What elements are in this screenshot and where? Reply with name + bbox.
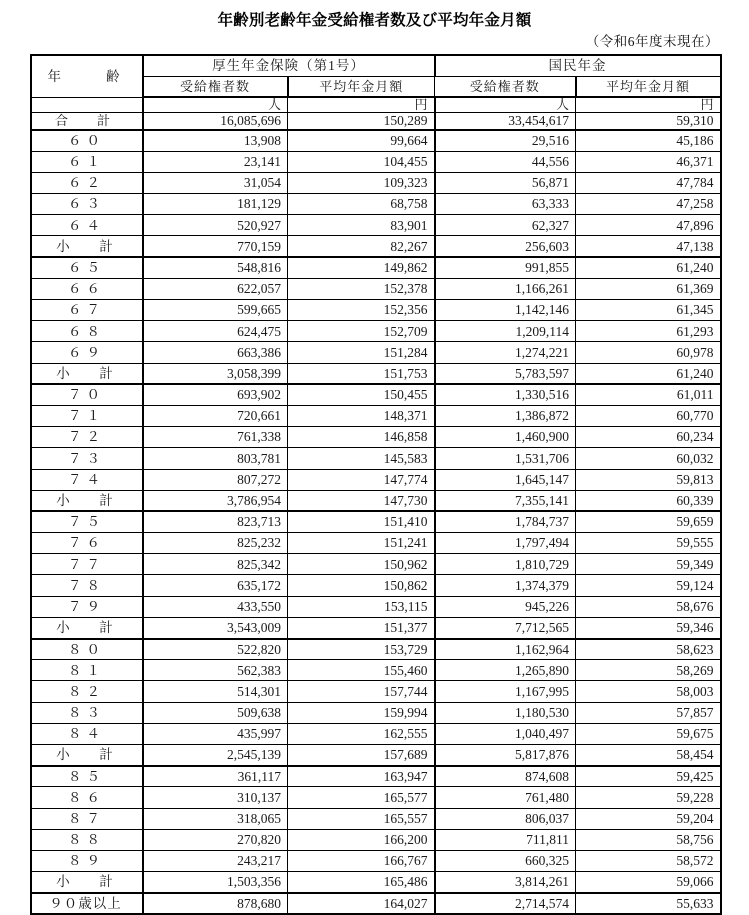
table-row <box>31 511 721 532</box>
cell-ep-avg-monthly: 153,115 <box>288 596 435 617</box>
cell-np-recipients: 63,333 <box>435 194 576 215</box>
cell-np-recipients: 1,142,146 <box>435 300 576 321</box>
cell-np-avg-monthly: 59,204 <box>576 808 721 829</box>
cell-np-avg-monthly: 61,240 <box>576 257 721 278</box>
cell-ep-avg-monthly: 163,947 <box>288 766 435 787</box>
table-row <box>31 829 721 850</box>
row-label-subtotal: 小 計 <box>31 744 143 765</box>
table-row <box>31 384 721 405</box>
column-header-age: 年 齢 <box>31 55 143 97</box>
cell-ep-avg-monthly: 104,455 <box>288 151 435 172</box>
cell-ep-avg-monthly: 150,862 <box>288 575 435 596</box>
cell-ep-recipients: 803,781 <box>143 448 288 469</box>
cell-ep-avg-monthly: 164,027 <box>288 893 435 914</box>
cell-ep-avg-monthly: 165,577 <box>288 787 435 808</box>
unit-ep-recipients: 人 <box>143 97 288 112</box>
as-of-note-container <box>0 30 749 54</box>
table-row <box>31 766 721 787</box>
cell-ep-recipients: 693,902 <box>143 384 288 405</box>
table-row <box>31 448 721 469</box>
row-label-age: ７１ <box>31 405 143 426</box>
cell-np-avg-monthly: 58,572 <box>576 850 721 871</box>
total-ep-recipients: 16,085,696 <box>143 112 288 130</box>
cell-np-avg-monthly: 59,124 <box>576 575 721 596</box>
cell-ep-recipients: 509,638 <box>143 702 288 723</box>
cell-np-avg-monthly: 59,675 <box>576 723 721 744</box>
table-row <box>31 342 721 363</box>
page-title: 年齢別老齢年金受給権者数及び平均年金月額 <box>217 11 532 29</box>
cell-np-recipients: 874,608 <box>435 766 576 787</box>
row-label-90-and-over: ９０歳以上 <box>31 893 143 914</box>
cell-ep-avg-monthly: 153,729 <box>288 639 435 660</box>
row-label-age: ８９ <box>31 850 143 871</box>
row-label-age: ６４ <box>31 215 143 236</box>
table-row <box>31 596 721 617</box>
cell-ep-recipients: 31,054 <box>143 172 288 193</box>
row-label-age: ７６ <box>31 533 143 554</box>
row-label-age: ８８ <box>31 829 143 850</box>
cell-ep-avg-monthly: 155,460 <box>288 660 435 681</box>
cell-np-recipients: 1,386,872 <box>435 405 576 426</box>
row-label-age: ６１ <box>31 151 143 172</box>
cell-np-recipients: 1,810,729 <box>435 554 576 575</box>
table-row <box>31 469 721 490</box>
cell-ep-recipients: 823,713 <box>143 511 288 532</box>
cell-np-avg-monthly: 61,293 <box>576 321 721 342</box>
total-np-avg-monthly: 59,310 <box>576 112 721 130</box>
pension-statistics-table <box>30 54 722 915</box>
cell-ep-avg-monthly: 162,555 <box>288 723 435 744</box>
cell-ep-avg-monthly: 146,858 <box>288 427 435 448</box>
table-row <box>31 278 721 299</box>
table-row <box>31 427 721 448</box>
table-row <box>31 808 721 829</box>
cell-ep-recipients: 878,680 <box>143 893 288 914</box>
subtotal-ep-recipients: 3,543,009 <box>143 617 288 638</box>
row-label-age: ８５ <box>31 766 143 787</box>
column-header-np-recipients: 受給権者数 <box>435 76 576 97</box>
row-label-age: ７７ <box>31 554 143 575</box>
table-row-subtotal <box>31 617 721 638</box>
subtotal-np-recipients: 7,712,565 <box>435 617 576 638</box>
cell-np-recipients: 806,037 <box>435 808 576 829</box>
cell-np-avg-monthly: 59,659 <box>576 511 721 532</box>
table-row-subtotal <box>31 363 721 384</box>
column-header-ep-avg-monthly: 平均年金月額 <box>288 76 435 97</box>
row-label-age: ６０ <box>31 130 143 151</box>
table-row <box>31 660 721 681</box>
subtotal-ep-recipients: 2,545,139 <box>143 744 288 765</box>
cell-np-recipients: 1,166,261 <box>435 278 576 299</box>
cell-np-recipients: 44,556 <box>435 151 576 172</box>
cell-ep-recipients: 433,550 <box>143 596 288 617</box>
cell-ep-avg-monthly: 83,901 <box>288 215 435 236</box>
unit-np-recipients: 人 <box>435 97 576 112</box>
cell-np-recipients: 1,265,890 <box>435 660 576 681</box>
cell-ep-recipients: 562,383 <box>143 660 288 681</box>
cell-np-avg-monthly: 60,770 <box>576 405 721 426</box>
cell-np-recipients: 660,325 <box>435 850 576 871</box>
row-label-age: ８０ <box>31 639 143 660</box>
cell-np-recipients: 991,855 <box>435 257 576 278</box>
cell-ep-recipients: 435,997 <box>143 723 288 744</box>
cell-ep-recipients: 761,338 <box>143 427 288 448</box>
unit-ep-avg-monthly: 円 <box>288 97 435 112</box>
table-row <box>31 257 721 278</box>
subtotal-ep-avg-monthly: 165,486 <box>288 872 435 893</box>
cell-np-avg-monthly: 46,371 <box>576 151 721 172</box>
subtotal-np-avg-monthly: 60,339 <box>576 490 721 511</box>
cell-ep-recipients: 825,232 <box>143 533 288 554</box>
cell-ep-avg-monthly: 152,709 <box>288 321 435 342</box>
cell-np-recipients: 1,460,900 <box>435 427 576 448</box>
cell-np-recipients: 711,811 <box>435 829 576 850</box>
table-row <box>31 321 721 342</box>
row-label-age: ７９ <box>31 596 143 617</box>
cell-ep-recipients: 663,386 <box>143 342 288 363</box>
subtotal-np-avg-monthly: 59,346 <box>576 617 721 638</box>
cell-ep-recipients: 599,665 <box>143 300 288 321</box>
row-label-age: ６３ <box>31 194 143 215</box>
cell-ep-recipients: 520,927 <box>143 215 288 236</box>
cell-np-avg-monthly: 59,228 <box>576 787 721 808</box>
table-row-total <box>31 112 721 130</box>
subtotal-np-recipients: 5,783,597 <box>435 363 576 384</box>
cell-ep-avg-monthly: 99,664 <box>288 130 435 151</box>
cell-ep-avg-monthly: 151,284 <box>288 342 435 363</box>
unit-np-avg-monthly: 円 <box>576 97 721 112</box>
table-row <box>31 130 721 151</box>
table-row <box>31 639 721 660</box>
row-label-age: ６６ <box>31 278 143 299</box>
cell-np-avg-monthly: 60,032 <box>576 448 721 469</box>
table-row <box>31 300 721 321</box>
cell-ep-avg-monthly: 68,758 <box>288 194 435 215</box>
cell-np-recipients: 761,480 <box>435 787 576 808</box>
cell-np-recipients: 1,374,379 <box>435 575 576 596</box>
cell-np-avg-monthly: 57,857 <box>576 702 721 723</box>
statistics-table-container <box>30 54 720 915</box>
cell-ep-recipients: 825,342 <box>143 554 288 575</box>
table-row <box>31 533 721 554</box>
cell-ep-recipients: 361,117 <box>143 766 288 787</box>
subtotal-ep-recipients: 3,058,399 <box>143 363 288 384</box>
cell-np-avg-monthly: 47,258 <box>576 194 721 215</box>
row-label-total: 合 計 <box>31 112 143 130</box>
cell-np-avg-monthly: 55,633 <box>576 893 721 914</box>
subtotal-np-recipients: 5,817,876 <box>435 744 576 765</box>
cell-np-recipients: 1,645,147 <box>435 469 576 490</box>
row-label-age: ６２ <box>31 172 143 193</box>
cell-np-recipients: 1,330,516 <box>435 384 576 405</box>
table-row <box>31 681 721 702</box>
table-row <box>31 850 721 871</box>
cell-np-avg-monthly: 59,425 <box>576 766 721 787</box>
cell-np-recipients: 945,226 <box>435 596 576 617</box>
cell-ep-recipients: 622,057 <box>143 278 288 299</box>
cell-ep-avg-monthly: 165,557 <box>288 808 435 829</box>
table-row-subtotal <box>31 872 721 893</box>
cell-ep-avg-monthly: 157,744 <box>288 681 435 702</box>
cell-ep-recipients: 23,141 <box>143 151 288 172</box>
column-group-national-pension: 国民年金 <box>435 55 721 76</box>
subtotal-np-avg-monthly: 59,066 <box>576 872 721 893</box>
cell-np-recipients: 1,797,494 <box>435 533 576 554</box>
cell-ep-recipients: 270,820 <box>143 829 288 850</box>
cell-np-avg-monthly: 58,003 <box>576 681 721 702</box>
cell-ep-recipients: 522,820 <box>143 639 288 660</box>
cell-np-recipients: 1,180,530 <box>435 702 576 723</box>
cell-ep-recipients: 720,661 <box>143 405 288 426</box>
cell-ep-recipients: 548,816 <box>143 257 288 278</box>
row-label-age: ８１ <box>31 660 143 681</box>
cell-ep-avg-monthly: 151,410 <box>288 511 435 532</box>
subtotal-np-recipients: 7,355,141 <box>435 490 576 511</box>
row-label-age: ７４ <box>31 469 143 490</box>
cell-ep-avg-monthly: 149,862 <box>288 257 435 278</box>
cell-ep-recipients: 181,129 <box>143 194 288 215</box>
table-row <box>31 151 721 172</box>
table-row-subtotal <box>31 744 721 765</box>
cell-ep-recipients: 624,475 <box>143 321 288 342</box>
row-label-age: ７２ <box>31 427 143 448</box>
table-row <box>31 787 721 808</box>
cell-ep-recipients: 807,272 <box>143 469 288 490</box>
cell-np-avg-monthly: 59,349 <box>576 554 721 575</box>
row-label-age: ６７ <box>31 300 143 321</box>
subtotal-ep-recipients: 770,159 <box>143 236 288 257</box>
row-label-age: ７３ <box>31 448 143 469</box>
subtotal-np-recipients: 256,603 <box>435 236 576 257</box>
cell-ep-avg-monthly: 148,371 <box>288 405 435 426</box>
cell-np-avg-monthly: 60,234 <box>576 427 721 448</box>
table-row-90-and-over <box>31 893 721 914</box>
subtotal-np-avg-monthly: 47,138 <box>576 236 721 257</box>
row-label-age: ８３ <box>31 702 143 723</box>
subtotal-ep-avg-monthly: 151,377 <box>288 617 435 638</box>
cell-np-avg-monthly: 61,345 <box>576 300 721 321</box>
cell-ep-avg-monthly: 145,583 <box>288 448 435 469</box>
row-label-subtotal: 小 計 <box>31 490 143 511</box>
row-label-age: ７０ <box>31 384 143 405</box>
title-container <box>0 0 749 30</box>
column-header-np-avg-monthly: 平均年金月額 <box>576 76 721 97</box>
unit-row-age-blank <box>31 97 143 112</box>
cell-ep-avg-monthly: 152,356 <box>288 300 435 321</box>
cell-np-recipients: 1,784,737 <box>435 511 576 532</box>
cell-np-recipients: 1,162,964 <box>435 639 576 660</box>
table-row <box>31 405 721 426</box>
cell-np-recipients: 1,167,995 <box>435 681 576 702</box>
cell-ep-avg-monthly: 150,455 <box>288 384 435 405</box>
row-label-age: ８７ <box>31 808 143 829</box>
cell-np-avg-monthly: 47,784 <box>576 172 721 193</box>
cell-ep-recipients: 13,908 <box>143 130 288 151</box>
cell-ep-recipients: 310,137 <box>143 787 288 808</box>
cell-np-avg-monthly: 59,555 <box>576 533 721 554</box>
total-np-recipients: 33,454,617 <box>435 112 576 130</box>
cell-ep-recipients: 635,172 <box>143 575 288 596</box>
cell-np-recipients: 2,714,574 <box>435 893 576 914</box>
cell-ep-avg-monthly: 159,994 <box>288 702 435 723</box>
subtotal-ep-avg-monthly: 147,730 <box>288 490 435 511</box>
table-row <box>31 702 721 723</box>
cell-np-avg-monthly: 58,756 <box>576 829 721 850</box>
subtotal-np-avg-monthly: 61,240 <box>576 363 721 384</box>
as-of-date-note: （令和6年度末現在） <box>585 34 719 49</box>
cell-np-avg-monthly: 58,676 <box>576 596 721 617</box>
total-ep-avg-monthly: 150,289 <box>288 112 435 130</box>
cell-np-avg-monthly: 47,896 <box>576 215 721 236</box>
table-row <box>31 554 721 575</box>
subtotal-np-recipients: 3,814,261 <box>435 872 576 893</box>
cell-np-avg-monthly: 58,623 <box>576 639 721 660</box>
row-label-age: ７８ <box>31 575 143 596</box>
table-row <box>31 215 721 236</box>
table-row <box>31 723 721 744</box>
row-label-age: ８４ <box>31 723 143 744</box>
table-row <box>31 194 721 215</box>
unit-row <box>31 97 721 112</box>
table-body <box>31 97 721 914</box>
row-label-subtotal: 小 計 <box>31 872 143 893</box>
header-group-row <box>31 55 721 76</box>
cell-ep-avg-monthly: 152,378 <box>288 278 435 299</box>
cell-ep-recipients: 243,217 <box>143 850 288 871</box>
table-header <box>31 55 721 97</box>
cell-ep-avg-monthly: 166,200 <box>288 829 435 850</box>
cell-np-avg-monthly: 61,011 <box>576 384 721 405</box>
table-row <box>31 575 721 596</box>
table-row <box>31 172 721 193</box>
row-label-age: ８２ <box>31 681 143 702</box>
cell-ep-avg-monthly: 151,241 <box>288 533 435 554</box>
cell-np-recipients: 1,274,221 <box>435 342 576 363</box>
row-label-age: ６９ <box>31 342 143 363</box>
cell-np-avg-monthly: 59,813 <box>576 469 721 490</box>
column-group-employees-pension: 厚生年金保険（第1号） <box>143 55 435 76</box>
cell-ep-avg-monthly: 150,962 <box>288 554 435 575</box>
row-label-subtotal: 小 計 <box>31 363 143 384</box>
row-label-age: ８６ <box>31 787 143 808</box>
column-header-ep-recipients: 受給権者数 <box>143 76 288 97</box>
table-row-subtotal <box>31 490 721 511</box>
subtotal-ep-avg-monthly: 151,753 <box>288 363 435 384</box>
cell-np-recipients: 56,871 <box>435 172 576 193</box>
cell-np-avg-monthly: 45,186 <box>576 130 721 151</box>
row-label-age: ６８ <box>31 321 143 342</box>
row-label-age: ６５ <box>31 257 143 278</box>
cell-ep-avg-monthly: 147,774 <box>288 469 435 490</box>
cell-np-recipients: 1,209,114 <box>435 321 576 342</box>
cell-np-avg-monthly: 61,369 <box>576 278 721 299</box>
cell-ep-avg-monthly: 109,323 <box>288 172 435 193</box>
cell-np-recipients: 29,516 <box>435 130 576 151</box>
cell-np-avg-monthly: 58,269 <box>576 660 721 681</box>
subtotal-ep-avg-monthly: 82,267 <box>288 236 435 257</box>
subtotal-ep-recipients: 1,503,356 <box>143 872 288 893</box>
row-label-age: ７５ <box>31 511 143 532</box>
cell-np-recipients: 62,327 <box>435 215 576 236</box>
cell-ep-recipients: 318,065 <box>143 808 288 829</box>
cell-ep-avg-monthly: 166,767 <box>288 850 435 871</box>
subtotal-np-avg-monthly: 58,454 <box>576 744 721 765</box>
row-label-subtotal: 小 計 <box>31 617 143 638</box>
table-row-subtotal <box>31 236 721 257</box>
cell-np-avg-monthly: 60,978 <box>576 342 721 363</box>
cell-np-recipients: 1,531,706 <box>435 448 576 469</box>
row-label-subtotal: 小 計 <box>31 236 143 257</box>
subtotal-ep-recipients: 3,786,954 <box>143 490 288 511</box>
cell-ep-recipients: 514,301 <box>143 681 288 702</box>
subtotal-ep-avg-monthly: 157,689 <box>288 744 435 765</box>
cell-np-recipients: 1,040,497 <box>435 723 576 744</box>
